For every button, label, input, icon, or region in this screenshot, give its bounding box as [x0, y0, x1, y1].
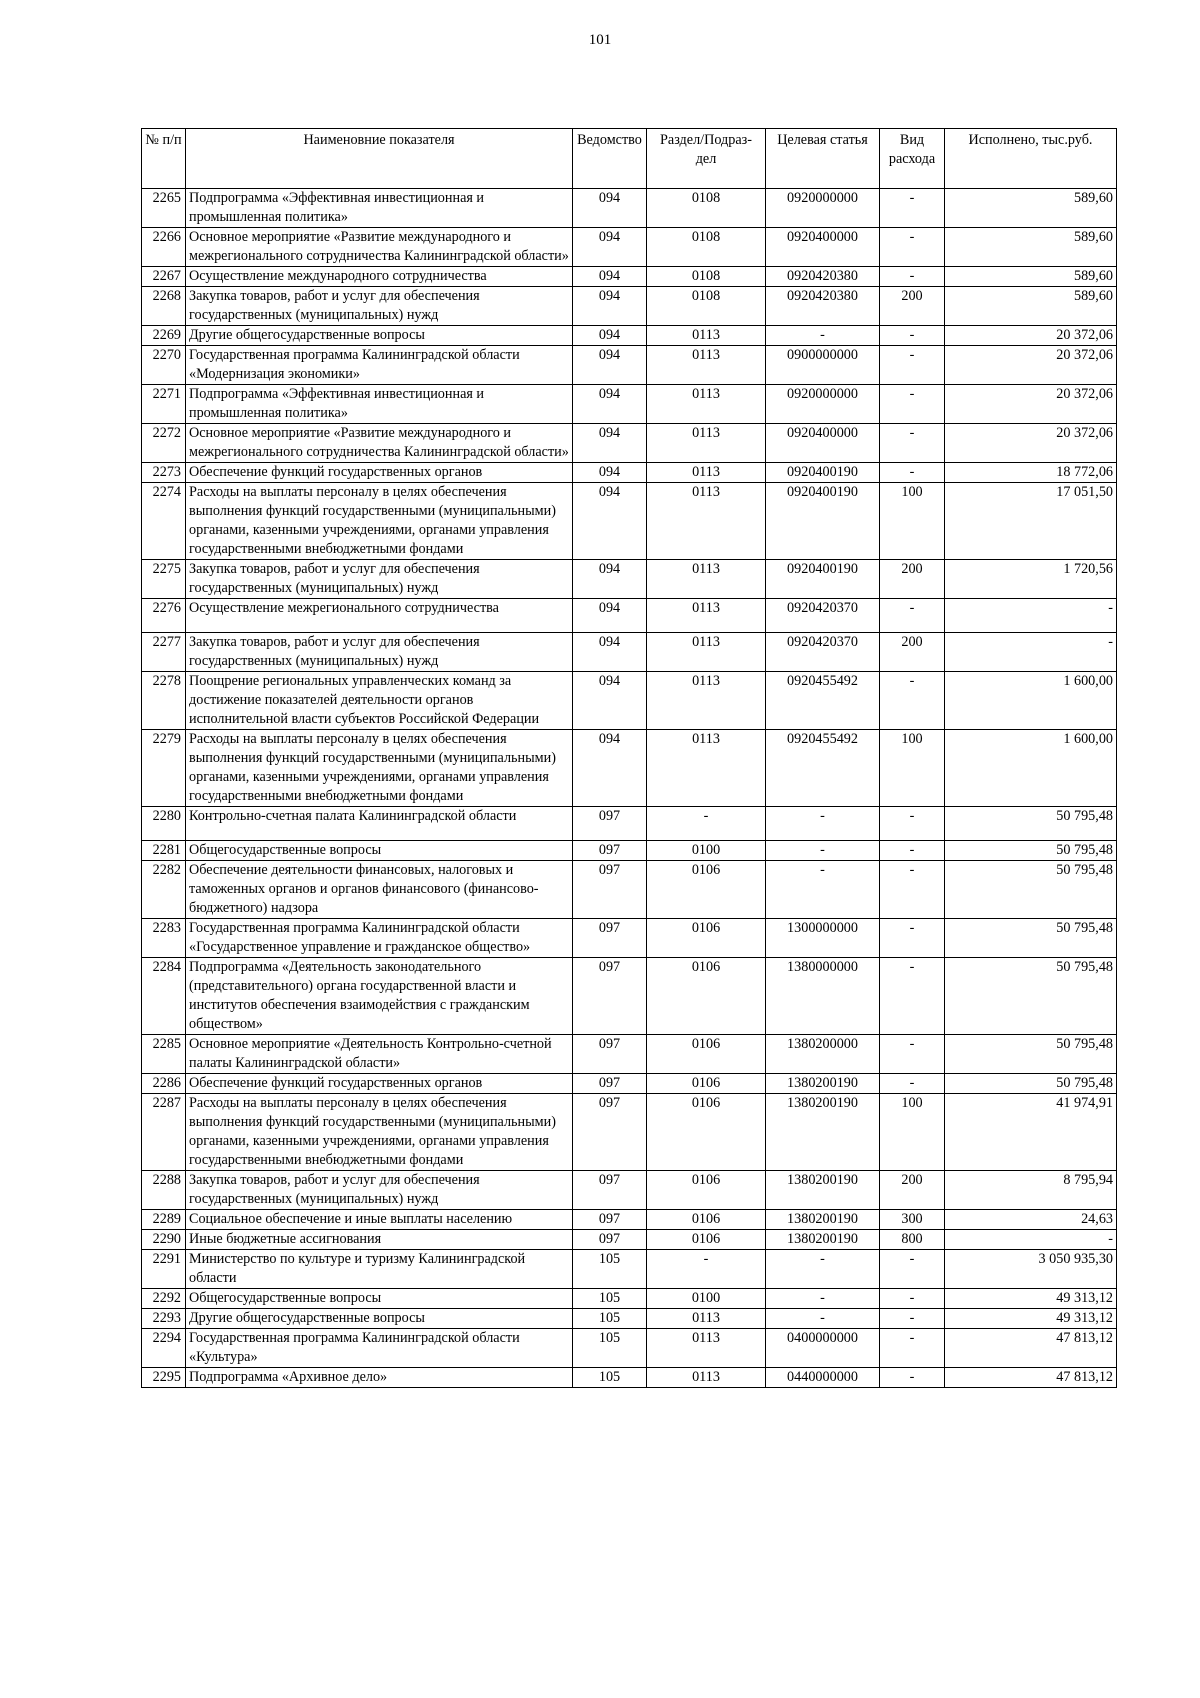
row-name: Другие общегосударственные вопросы — [186, 1309, 573, 1329]
row-amount: 49 313,12 — [945, 1309, 1117, 1329]
row-dept: 097 — [573, 807, 647, 841]
row-number: 2279 — [142, 730, 186, 807]
row-target: 1380200190 — [766, 1210, 880, 1230]
row-number: 2294 — [142, 1329, 186, 1368]
row-dept: 097 — [573, 1074, 647, 1094]
row-type: - — [880, 672, 945, 730]
row-number: 2285 — [142, 1035, 186, 1074]
row-amount: 49 313,12 — [945, 1289, 1117, 1309]
row-name: Социальное обеспечение и иные выплаты населению — [186, 1210, 573, 1230]
row-target: 1380200190 — [766, 1171, 880, 1210]
row-amount: 589,60 — [945, 287, 1117, 326]
row-name: Расходы на выплаты персоналу в целях обеспечения выполнения функций государственными (муниципальными) органами, казенными учреждениями, органами управления государственными внебюджетными фондами — [186, 730, 573, 807]
row-dept: 105 — [573, 1250, 647, 1289]
row-name: Закупка товаров, работ и услуг для обеспечения государственных (муниципальных) нужд — [186, 560, 573, 599]
table-row — [142, 919, 1117, 958]
row-dept: 105 — [573, 1289, 647, 1309]
row-amount: 18 772,06 — [945, 463, 1117, 483]
row-type: - — [880, 1289, 945, 1309]
row-dept: 097 — [573, 1035, 647, 1074]
row-target: - — [766, 326, 880, 346]
row-type: 100 — [880, 483, 945, 560]
row-number: 2293 — [142, 1309, 186, 1329]
row-name: Подпрограмма «Эффективная инвестиционная и промышленная политика» — [186, 189, 573, 228]
row-amount: 50 795,48 — [945, 919, 1117, 958]
table-row — [142, 1329, 1117, 1368]
row-type: - — [880, 841, 945, 861]
table-body — [142, 189, 1117, 1388]
row-number: 2291 — [142, 1250, 186, 1289]
row-amount: 3 050 935,30 — [945, 1250, 1117, 1289]
table-row — [142, 560, 1117, 599]
row-type: - — [880, 861, 945, 919]
row-amount: 50 795,48 — [945, 807, 1117, 841]
row-section: 0100 — [647, 1289, 766, 1309]
table-row — [142, 861, 1117, 919]
row-name: Расходы на выплаты персоналу в целях обеспечения выполнения функций государственными (муниципальными) органами, казенными учреждениями, органами управления государственными внебюджетными фондами — [186, 1094, 573, 1171]
row-type: 200 — [880, 1171, 945, 1210]
row-name: Обеспечение функций государственных органов — [186, 463, 573, 483]
row-target: 1380200190 — [766, 1074, 880, 1094]
row-type: - — [880, 326, 945, 346]
row-number: 2272 — [142, 424, 186, 463]
row-name: Закупка товаров, работ и услуг для обеспечения государственных (муниципальных) нужд — [186, 1171, 573, 1210]
row-number: 2295 — [142, 1368, 186, 1388]
row-section: 0113 — [647, 346, 766, 385]
row-target: - — [766, 807, 880, 841]
row-section: 0113 — [647, 560, 766, 599]
row-section: 0113 — [647, 672, 766, 730]
row-section: 0108 — [647, 228, 766, 267]
row-type: - — [880, 919, 945, 958]
row-target: 0920420370 — [766, 599, 880, 633]
row-amount: 50 795,48 — [945, 841, 1117, 861]
row-amount: 17 051,50 — [945, 483, 1117, 560]
row-dept: 094 — [573, 633, 647, 672]
row-target: - — [766, 1289, 880, 1309]
row-name: Общегосударственные вопросы — [186, 1289, 573, 1309]
row-dept: 097 — [573, 1094, 647, 1171]
row-dept: 094 — [573, 424, 647, 463]
row-name: Закупка товаров, работ и услуг для обеспечения государственных (муниципальных) нужд — [186, 287, 573, 326]
row-target: 0920400000 — [766, 228, 880, 267]
row-amount: 20 372,06 — [945, 326, 1117, 346]
row-section: 0113 — [647, 599, 766, 633]
row-type: 100 — [880, 730, 945, 807]
row-amount: 24,63 — [945, 1210, 1117, 1230]
row-dept: 097 — [573, 919, 647, 958]
row-dept: 094 — [573, 730, 647, 807]
row-section: 0106 — [647, 958, 766, 1035]
row-dept: 094 — [573, 346, 647, 385]
row-number: 2283 — [142, 919, 186, 958]
table-row — [142, 346, 1117, 385]
row-type: - — [880, 267, 945, 287]
row-section: 0108 — [647, 287, 766, 326]
row-name: Общегосударственные вопросы — [186, 841, 573, 861]
row-target: 0920400000 — [766, 424, 880, 463]
row-section: - — [647, 807, 766, 841]
row-dept: 097 — [573, 958, 647, 1035]
row-amount: 1 600,00 — [945, 672, 1117, 730]
row-name: Иные бюджетные ассигнования — [186, 1230, 573, 1250]
row-amount: 1 720,56 — [945, 560, 1117, 599]
header-name: Наименовние показателя — [186, 129, 573, 189]
row-dept: 094 — [573, 189, 647, 228]
row-number: 2280 — [142, 807, 186, 841]
row-number: 2266 — [142, 228, 186, 267]
row-section: 0113 — [647, 424, 766, 463]
row-target: - — [766, 841, 880, 861]
row-dept: 094 — [573, 483, 647, 560]
row-name: Подпрограмма «Архивное дело» — [186, 1368, 573, 1388]
row-name: Государственная программа Калининградской области «Государственное управление и гражданское общество» — [186, 919, 573, 958]
row-target: 0920400190 — [766, 463, 880, 483]
table-row — [142, 807, 1117, 841]
table-row — [142, 633, 1117, 672]
row-amount: 50 795,48 — [945, 861, 1117, 919]
row-name: Основное мероприятие «Деятельность Контрольно-счетной палаты Калининградской области» — [186, 1035, 573, 1074]
row-type: 300 — [880, 1210, 945, 1230]
table-row — [142, 1035, 1117, 1074]
row-type: - — [880, 1368, 945, 1388]
row-section: 0108 — [647, 267, 766, 287]
row-amount: 47 813,12 — [945, 1329, 1117, 1368]
row-section: 0113 — [647, 1368, 766, 1388]
table-row — [142, 1210, 1117, 1230]
row-type: - — [880, 1329, 945, 1368]
row-type: - — [880, 346, 945, 385]
row-target: 0920420370 — [766, 633, 880, 672]
row-amount: 589,60 — [945, 189, 1117, 228]
row-dept: 094 — [573, 267, 647, 287]
row-amount: 8 795,94 — [945, 1171, 1117, 1210]
row-target: - — [766, 861, 880, 919]
row-type: - — [880, 385, 945, 424]
table-row — [142, 841, 1117, 861]
row-target: 0400000000 — [766, 1329, 880, 1368]
row-name: Контрольно-счетная палата Калининградской области — [186, 807, 573, 841]
row-type: - — [880, 1035, 945, 1074]
row-name: Поощрение региональных управленческих команд за достижение показателей деятельности органов исполнительной власти субъектов Российской Федерации — [186, 672, 573, 730]
row-amount: 50 795,48 — [945, 958, 1117, 1035]
table-row — [142, 189, 1117, 228]
row-section: 0106 — [647, 1074, 766, 1094]
row-type: - — [880, 1309, 945, 1329]
table-row — [142, 1309, 1117, 1329]
table-row — [142, 1094, 1117, 1171]
table-row — [142, 1171, 1117, 1210]
row-name: Обеспечение деятельности финансовых, налоговых и таможенных органов и органов финансового (финансово-бюджетного) надзора — [186, 861, 573, 919]
row-amount: - — [945, 633, 1117, 672]
row-type: 200 — [880, 560, 945, 599]
row-name: Основное мероприятие «Развитие международного и межрегионального сотрудничества Калининградской области» — [186, 228, 573, 267]
row-target: 1380200000 — [766, 1035, 880, 1074]
row-type: 800 — [880, 1230, 945, 1250]
row-dept: 094 — [573, 672, 647, 730]
row-dept: 105 — [573, 1368, 647, 1388]
row-dept: 094 — [573, 463, 647, 483]
row-section: 0113 — [647, 463, 766, 483]
row-number: 2267 — [142, 267, 186, 287]
table-row — [142, 1368, 1117, 1388]
row-number: 2268 — [142, 287, 186, 326]
row-number: 2281 — [142, 841, 186, 861]
row-name: Расходы на выплаты персоналу в целях обеспечения выполнения функций государственными (муниципальными) органами, казенными учреждениями, органами управления государственными внебюджетными фондами — [186, 483, 573, 560]
row-amount: - — [945, 599, 1117, 633]
table-row — [142, 424, 1117, 463]
row-section: 0113 — [647, 633, 766, 672]
row-name: Государственная программа Калининградской области «Модернизация экономики» — [186, 346, 573, 385]
table-row — [142, 958, 1117, 1035]
table-row — [142, 1074, 1117, 1094]
row-name: Закупка товаров, работ и услуг для обеспечения государственных (муниципальных) нужд — [186, 633, 573, 672]
row-type: - — [880, 189, 945, 228]
row-name: Подпрограмма «Эффективная инвестиционная и промышленная политика» — [186, 385, 573, 424]
row-dept: 097 — [573, 841, 647, 861]
row-name: Обеспечение функций государственных органов — [186, 1074, 573, 1094]
row-dept: 097 — [573, 1171, 647, 1210]
row-target: 0920455492 — [766, 730, 880, 807]
header-row — [142, 129, 1117, 189]
table-row — [142, 1250, 1117, 1289]
table-row — [142, 463, 1117, 483]
row-target: 1380200190 — [766, 1094, 880, 1171]
row-name: Государственная программа Калининградской области «Культура» — [186, 1329, 573, 1368]
row-number: 2284 — [142, 958, 186, 1035]
row-section: 0100 — [647, 841, 766, 861]
row-dept: 097 — [573, 1210, 647, 1230]
row-target: 0900000000 — [766, 346, 880, 385]
row-name: Основное мероприятие «Развитие международного и межрегионального сотрудничества Калининградской области» — [186, 424, 573, 463]
row-type: - — [880, 1074, 945, 1094]
table-row — [142, 672, 1117, 730]
row-number: 2265 — [142, 189, 186, 228]
row-name: Осуществление межрегионального сотрудничества — [186, 599, 573, 633]
row-number: 2292 — [142, 1289, 186, 1309]
row-number: 2287 — [142, 1094, 186, 1171]
row-dept: 097 — [573, 1230, 647, 1250]
row-target: 1380000000 — [766, 958, 880, 1035]
row-number: 2276 — [142, 599, 186, 633]
row-dept: 094 — [573, 228, 647, 267]
row-type: 200 — [880, 633, 945, 672]
row-section: 0113 — [647, 1329, 766, 1368]
row-number: 2277 — [142, 633, 186, 672]
row-number: 2290 — [142, 1230, 186, 1250]
row-section: 0106 — [647, 1035, 766, 1074]
row-target: 0920000000 — [766, 385, 880, 424]
header-amount: Исполнено, тыс.руб. — [945, 129, 1117, 189]
row-target: 0920400190 — [766, 483, 880, 560]
row-number: 2289 — [142, 1210, 186, 1230]
row-number: 2269 — [142, 326, 186, 346]
table-row — [142, 1289, 1117, 1309]
row-section: 0113 — [647, 1309, 766, 1329]
row-amount: 589,60 — [945, 267, 1117, 287]
row-target: - — [766, 1309, 880, 1329]
row-dept: 097 — [573, 861, 647, 919]
table-row — [142, 267, 1117, 287]
row-name: Осуществление международного сотрудничества — [186, 267, 573, 287]
header-dept: Ведомство — [573, 129, 647, 189]
row-target: 0920400190 — [766, 560, 880, 599]
row-dept: 105 — [573, 1309, 647, 1329]
row-amount: 50 795,48 — [945, 1035, 1117, 1074]
row-amount: 20 372,06 — [945, 346, 1117, 385]
row-type: 100 — [880, 1094, 945, 1171]
row-section: 0113 — [647, 730, 766, 807]
row-amount: 589,60 — [945, 228, 1117, 267]
header-section: Раздел/Подраз-дел — [647, 129, 766, 189]
row-section: 0108 — [647, 189, 766, 228]
row-section: 0113 — [647, 385, 766, 424]
row-type: 200 — [880, 287, 945, 326]
row-dept: 094 — [573, 560, 647, 599]
row-type: - — [880, 958, 945, 1035]
row-number: 2271 — [142, 385, 186, 424]
row-amount: - — [945, 1230, 1117, 1250]
row-dept: 105 — [573, 1329, 647, 1368]
table-row — [142, 228, 1117, 267]
header-target: Целевая статья — [766, 129, 880, 189]
row-number: 2286 — [142, 1074, 186, 1094]
row-amount: 47 813,12 — [945, 1368, 1117, 1388]
row-section: 0106 — [647, 1230, 766, 1250]
header-num: № п/п — [142, 129, 186, 189]
row-section: 0113 — [647, 326, 766, 346]
table-row — [142, 385, 1117, 424]
row-type: - — [880, 599, 945, 633]
row-section: 0106 — [647, 861, 766, 919]
row-type: - — [880, 1250, 945, 1289]
row-number: 2282 — [142, 861, 186, 919]
row-dept: 094 — [573, 599, 647, 633]
row-amount: 20 372,06 — [945, 385, 1117, 424]
row-type: - — [880, 807, 945, 841]
row-amount: 50 795,48 — [945, 1074, 1117, 1094]
row-type: - — [880, 463, 945, 483]
row-dept: 094 — [573, 326, 647, 346]
row-section: 0106 — [647, 1094, 766, 1171]
row-target: 1300000000 — [766, 919, 880, 958]
header-type: Вид расхода — [880, 129, 945, 189]
row-amount: 1 600,00 — [945, 730, 1117, 807]
table-row — [142, 483, 1117, 560]
row-section: 0113 — [647, 483, 766, 560]
page-number: 101 — [588, 32, 612, 48]
row-target: 1380200190 — [766, 1230, 880, 1250]
row-section: 0106 — [647, 1171, 766, 1210]
row-target: 0440000000 — [766, 1368, 880, 1388]
row-target: 0920455492 — [766, 672, 880, 730]
row-number: 2274 — [142, 483, 186, 560]
row-section: - — [647, 1250, 766, 1289]
table-row — [142, 730, 1117, 807]
row-number: 2278 — [142, 672, 186, 730]
row-number: 2288 — [142, 1171, 186, 1210]
row-name: Другие общегосударственные вопросы — [186, 326, 573, 346]
table-row — [142, 599, 1117, 633]
row-section: 0106 — [647, 1210, 766, 1230]
table-row — [142, 1230, 1117, 1250]
table-row — [142, 287, 1117, 326]
row-target: 0920420380 — [766, 267, 880, 287]
row-amount: 41 974,91 — [945, 1094, 1117, 1171]
row-number: 2273 — [142, 463, 186, 483]
budget-execution-table — [141, 128, 1117, 1388]
row-target: 0920000000 — [766, 189, 880, 228]
row-name: Подпрограмма «Деятельность законодательного (представительного) органа государственной власти и институтов обеспечения взаимодействия с гражданским обществом» — [186, 958, 573, 1035]
row-section: 0106 — [647, 919, 766, 958]
row-dept: 094 — [573, 287, 647, 326]
row-name: Министерство по культуре и туризму Калининградской области — [186, 1250, 573, 1289]
table-row — [142, 326, 1117, 346]
row-target: - — [766, 1250, 880, 1289]
row-number: 2270 — [142, 346, 186, 385]
row-dept: 094 — [573, 385, 647, 424]
row-type: - — [880, 424, 945, 463]
row-type: - — [880, 228, 945, 267]
row-number: 2275 — [142, 560, 186, 599]
row-target: 0920420380 — [766, 287, 880, 326]
row-amount: 20 372,06 — [945, 424, 1117, 463]
